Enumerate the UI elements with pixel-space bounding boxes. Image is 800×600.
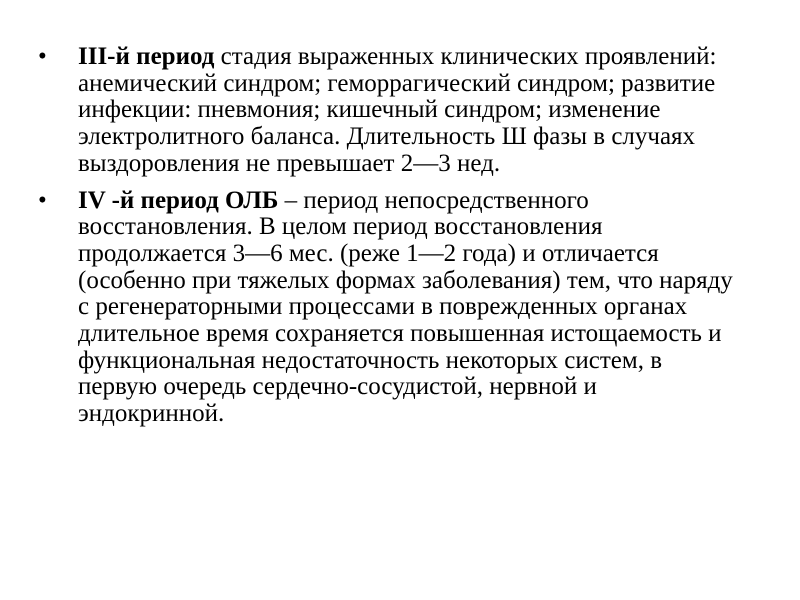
bullet-text: стадия выраженных клинических проявлений: анемический синдром; геморрагический синдром; развитие инфекции: пневмония; кишечный синдром; изменение электролитного баланса. Длительность Ш фазы в случаях выздоровления не превышает 2—3 нед. — [78, 43, 717, 177]
bullet-marker: • — [38, 43, 47, 70]
bullet-text: – период непосредственного восстановления. В целом период восстановления продолжается 3—6 мес. (реже 1—2 года) и отличается (особенно при тяжелых формах заболевания) тем, что наряду с регенераторными процессами в поврежденных органах длительное время сохраняется повышенная истощаемость и функциональная недостаточность некоторых систем, в первую очередь сердечно-сосудистой, нервной и эндокринной. — [78, 186, 733, 428]
bullet-item-period-4 — [0, 188, 800, 428]
bullet-heading: IV -й период ОЛБ — [78, 186, 279, 214]
bullet-item-period-3 — [0, 44, 800, 178]
bullet-heading: III-й период — [78, 43, 215, 70]
bullet-marker: • — [38, 186, 47, 214]
bullet-list — [0, 44, 800, 438]
